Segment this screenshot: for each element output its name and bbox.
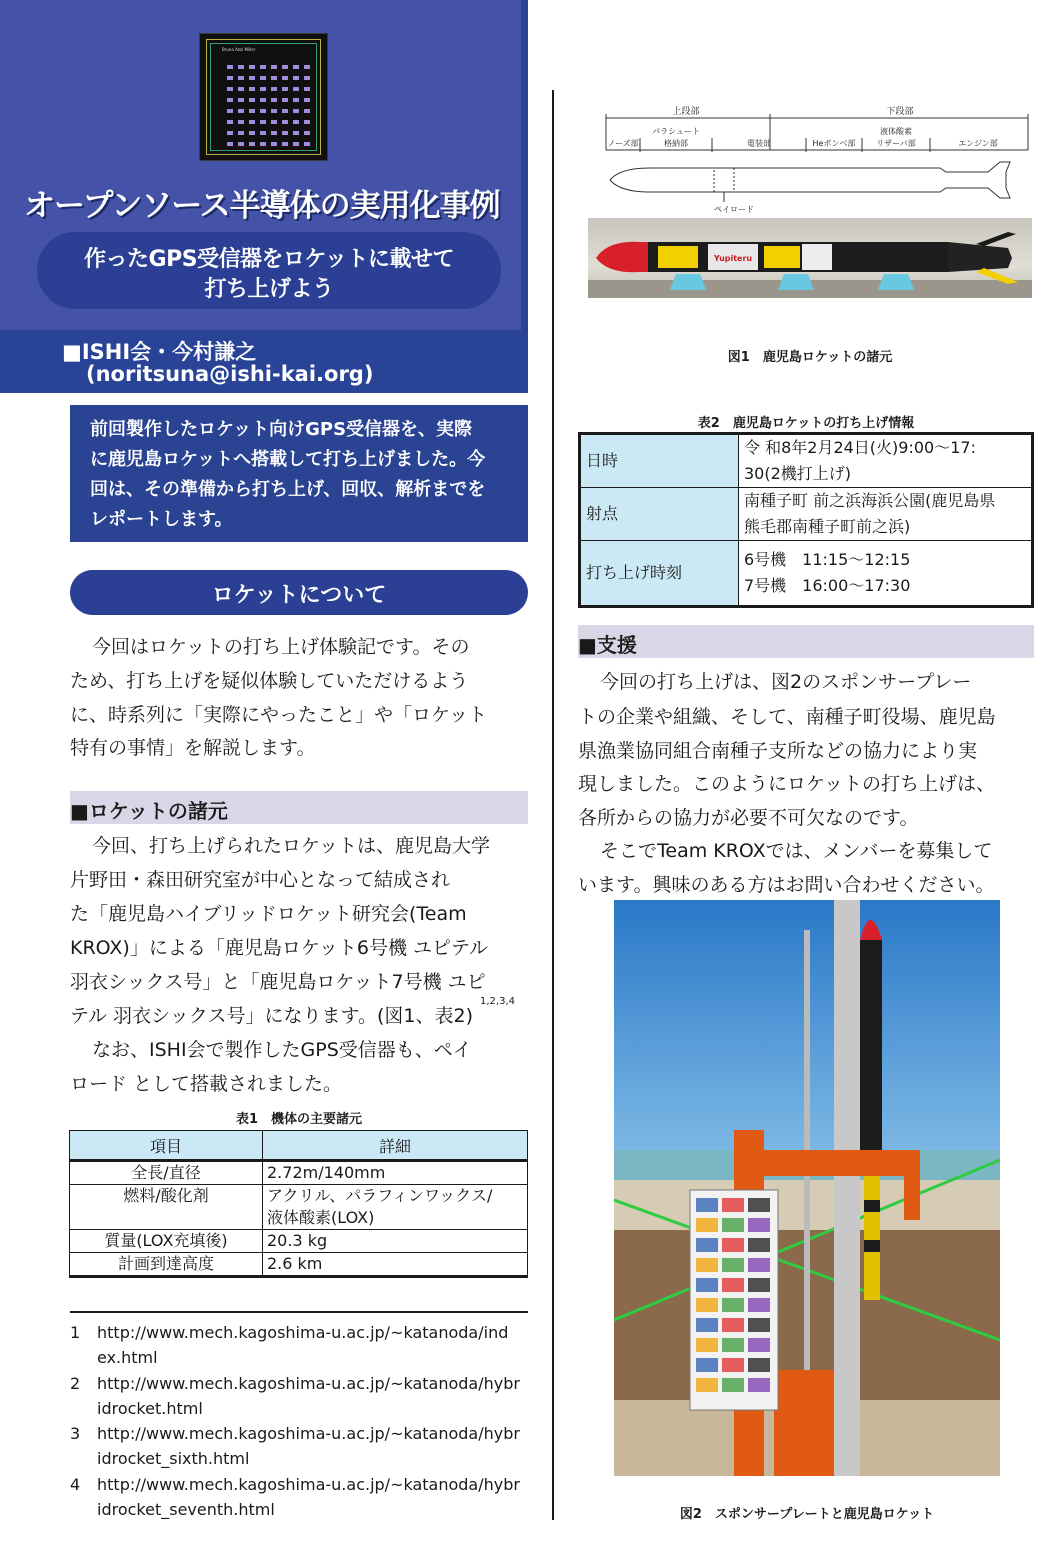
chip-pad bbox=[304, 109, 310, 113]
footnote-link[interactable]: http://www.mech.kagoshima-u.ac.jp/~katanoda/hybr bbox=[97, 1424, 520, 1443]
sponsor-logo bbox=[722, 1258, 744, 1272]
chip-pad bbox=[260, 65, 266, 69]
sponsor-logo bbox=[748, 1338, 770, 1352]
author-name: ■ISHI会・今村謙之 bbox=[62, 340, 257, 364]
chip-pad bbox=[293, 142, 299, 146]
summary-line: 前回製作したロケット向けGPS受信器を、実際 bbox=[90, 419, 473, 440]
diagram-label-avionics: 電装部 bbox=[747, 139, 771, 148]
body-line: 今回の打ち上げは、図2のスポンサープレー bbox=[600, 671, 972, 693]
body-line: 羽衣シックス号」と「鹿児島ロケット7号機 ユピ bbox=[70, 971, 486, 993]
figure2-caption: 図2 スポンサープレートと鹿児島ロケット bbox=[679, 1507, 935, 1522]
chip-pad bbox=[249, 76, 255, 80]
chip-pad bbox=[227, 65, 233, 69]
chip-pad bbox=[238, 87, 244, 91]
body-line: に、時系列に「実際にやったこと」や「ロケット bbox=[70, 704, 488, 726]
table-header: 詳細 bbox=[263, 1131, 528, 1161]
chip-pad bbox=[293, 98, 299, 102]
chip-pad bbox=[282, 120, 288, 124]
section-heading-text: ロケットについて bbox=[211, 583, 387, 608]
chip-pad bbox=[260, 109, 266, 113]
chip-pad bbox=[293, 109, 299, 113]
table-cell: 計画到達高度 bbox=[70, 1253, 263, 1277]
body-line: KROX)」による「鹿児島ロケット6号機 ユピテル bbox=[70, 937, 489, 959]
chip-pad bbox=[271, 87, 277, 91]
subheading-specs bbox=[70, 791, 528, 824]
chip-pad bbox=[271, 142, 277, 146]
chip-pad bbox=[282, 98, 288, 102]
sponsor-logo bbox=[696, 1238, 718, 1252]
footnote-refs: 1,2,3,4 bbox=[480, 996, 515, 1007]
table-cell-line: 熊毛郡南種子町前之浜) bbox=[744, 517, 911, 536]
table-cell-line: 30(2機打上げ) bbox=[744, 464, 852, 483]
chip-pad bbox=[304, 142, 310, 146]
chip-pad bbox=[260, 142, 266, 146]
sponsor-logo bbox=[696, 1378, 718, 1392]
sponsor-logo bbox=[748, 1378, 770, 1392]
subtitle-line-2: 打ち上げよう bbox=[204, 277, 334, 302]
chip-pad bbox=[249, 142, 255, 146]
rocket-illustration bbox=[588, 218, 1032, 298]
chip-pad bbox=[304, 131, 310, 135]
chip-pad bbox=[249, 131, 255, 135]
table-cell: 質量(LOX充填後) bbox=[70, 1230, 263, 1253]
body-line: 特有の事情」を解説します。 bbox=[70, 737, 316, 759]
chip-pad bbox=[238, 131, 244, 135]
table2-caption: 表2 鹿児島ロケットの打ち上げ情報 bbox=[697, 416, 915, 431]
sponsor-logo bbox=[722, 1198, 744, 1212]
table-cell-line: 令 和8年2月24日(火)9:00〜17: bbox=[744, 438, 976, 457]
sponsor-logo bbox=[696, 1318, 718, 1332]
table-row bbox=[70, 1230, 528, 1253]
chip-pad bbox=[249, 98, 255, 102]
body-line: 現しました。このようにロケットの打ち上げは、 bbox=[578, 773, 996, 795]
subtitle-line-1: 作ったGPS受信器をロケットに載せて bbox=[84, 247, 454, 272]
chip-pad bbox=[282, 142, 288, 146]
chip-pad bbox=[260, 120, 266, 124]
chip-pad bbox=[304, 65, 310, 69]
chip-pad bbox=[271, 65, 277, 69]
table-header: 項目 bbox=[70, 1131, 263, 1161]
table-cell: 全長/直径 bbox=[70, 1161, 263, 1185]
figure1-caption: 図1 鹿児島ロケットの諸元 bbox=[727, 350, 893, 365]
sponsor-logo bbox=[748, 1258, 770, 1272]
diagram-label-nose: ノーズ部 bbox=[607, 139, 639, 148]
table-cell: 燃料/酸化剤 bbox=[70, 1185, 263, 1230]
chip-pad bbox=[227, 76, 233, 80]
table-cell-line: 液体酸素(LOX) bbox=[267, 1208, 375, 1227]
subtitle-pill bbox=[37, 232, 501, 309]
table-value-cell bbox=[739, 541, 1033, 607]
table-row bbox=[70, 1185, 528, 1230]
chip-pad bbox=[227, 131, 233, 135]
chip-pad bbox=[227, 87, 233, 91]
sponsor-logo bbox=[748, 1358, 770, 1372]
table-label-cell: 打ち上げ時刻 bbox=[580, 541, 739, 607]
chip-pad bbox=[282, 76, 288, 80]
chip-pad bbox=[282, 65, 288, 69]
chip-pad bbox=[271, 109, 277, 113]
table-cell-line: 6号機 11:15〜12:15 bbox=[744, 550, 911, 569]
sponsor-logo bbox=[748, 1278, 770, 1292]
sponsor-logo bbox=[722, 1238, 744, 1252]
author-email: (noritsuna@ishi-kai.org) bbox=[86, 362, 374, 386]
chip-pad bbox=[271, 131, 277, 135]
footnote-link[interactable]: ex.html bbox=[97, 1348, 158, 1367]
chip-pad bbox=[293, 87, 299, 91]
table-value-cell bbox=[739, 434, 1033, 488]
chip-pad bbox=[238, 76, 244, 80]
table-row bbox=[580, 541, 1033, 607]
chip-pad bbox=[293, 65, 299, 69]
chip-pad bbox=[271, 98, 277, 102]
chip-pad bbox=[238, 142, 244, 146]
launch-photo bbox=[614, 900, 1000, 1476]
body-line: います。興味のある方はお問い合わせください。 bbox=[578, 874, 995, 896]
body-line: 片野田・森田研究室が中心となって結成され bbox=[70, 869, 451, 891]
diagram-label-lox-2: リザーバ部 bbox=[876, 139, 916, 148]
sponsor-logo bbox=[722, 1278, 744, 1292]
table-cell-multiline bbox=[263, 1185, 528, 1230]
diagram-label-lox-1: 液体酸素 bbox=[880, 127, 912, 136]
rocket-diagram bbox=[600, 100, 1032, 214]
body-line: なお、ISHI会で製作したGPS受信器も、ペイ bbox=[92, 1039, 472, 1061]
sponsor-logo bbox=[696, 1338, 718, 1352]
chip-pad bbox=[293, 76, 299, 80]
table-header-row bbox=[70, 1131, 528, 1161]
sponsor-logo bbox=[748, 1298, 770, 1312]
subheading-support bbox=[578, 625, 1034, 658]
sponsor-logo bbox=[696, 1198, 718, 1212]
body-line: た「鹿児島ハイブリッドロケット研究会(Team bbox=[70, 903, 467, 925]
section-heading-rocket bbox=[70, 570, 528, 615]
chip-pad bbox=[293, 131, 299, 135]
footnote-link[interactable]: http://www.mech.kagoshima-u.ac.jp/~katanoda/ind bbox=[97, 1323, 509, 1342]
sponsor-logo bbox=[722, 1338, 744, 1352]
summary-line: レポートします。 bbox=[90, 509, 233, 530]
table-label-cell: 射点 bbox=[580, 488, 739, 541]
chip-pad bbox=[271, 76, 277, 80]
chip-pad bbox=[304, 98, 310, 102]
table-cell-line: アクリル、パラフィンワックス/ bbox=[267, 1186, 493, 1205]
sponsor-logo bbox=[696, 1298, 718, 1312]
diagram-label-payload: ペイロード bbox=[714, 205, 754, 214]
body-line: 県漁業協同組合南種子支所などの協力により実 bbox=[578, 740, 978, 762]
table1-caption: 表1 機体の主要諸元 bbox=[235, 1112, 363, 1127]
sponsor-logo bbox=[748, 1198, 770, 1212]
sponsor-logo bbox=[722, 1378, 744, 1392]
table-row bbox=[580, 488, 1033, 541]
sponsor-logo bbox=[722, 1358, 744, 1372]
table-cell-line: 7号機 16:00〜17:30 bbox=[744, 576, 911, 595]
chip-pad bbox=[271, 120, 277, 124]
body-line: そこでTeam KROXでは、メンバーを募集して bbox=[600, 840, 993, 862]
diagram-label-parachute-1: パラシュート bbox=[652, 127, 700, 136]
chip-pad bbox=[282, 87, 288, 91]
rocket-photo bbox=[588, 218, 1032, 298]
chip-pad bbox=[238, 65, 244, 69]
chip-pad bbox=[238, 109, 244, 113]
chip-pad bbox=[227, 120, 233, 124]
body-line: ロード として搭載されました。 bbox=[70, 1073, 343, 1095]
table-cell: 2.72m/140mm bbox=[263, 1161, 528, 1185]
chip-layout-image bbox=[199, 33, 328, 161]
footnote-number: 4 bbox=[70, 1475, 81, 1494]
diagram-label-upper: 上段部 bbox=[672, 107, 700, 117]
sponsor-logo bbox=[696, 1358, 718, 1372]
summary-line: に鹿児島ロケットへ搭載して打ち上げました。今 bbox=[90, 449, 486, 470]
table-row bbox=[580, 434, 1033, 488]
table-cell: 2.6 km bbox=[263, 1253, 528, 1277]
launch-scene bbox=[614, 900, 1000, 1476]
table-cell-line: 南種子町 前之浜海浜公園(鹿児島県 bbox=[744, 491, 996, 510]
chip-pad bbox=[249, 120, 255, 124]
sponsor-logo bbox=[696, 1278, 718, 1292]
table-label-cell: 日時 bbox=[580, 434, 739, 488]
chip-pad bbox=[249, 109, 255, 113]
sponsor-logo bbox=[696, 1218, 718, 1232]
footnote-number: 1 bbox=[70, 1323, 81, 1342]
subheading-text: ■ロケットの諸元 bbox=[70, 799, 228, 823]
chip-pad bbox=[260, 76, 266, 80]
diagram-label-engine: エンジン部 bbox=[958, 139, 998, 148]
footnote-link[interactable]: http://www.mech.kagoshima-u.ac.jp/~katanoda/hybr bbox=[97, 1475, 520, 1494]
table-row bbox=[70, 1161, 528, 1185]
table-row bbox=[70, 1253, 528, 1277]
chip-pad bbox=[304, 87, 310, 91]
body-line: テル 羽衣シックス号」になります。(図1、表2) bbox=[70, 1005, 474, 1027]
chip-pad bbox=[249, 87, 255, 91]
chip-pad bbox=[282, 131, 288, 135]
photo-brand: Yupiteru bbox=[713, 254, 753, 263]
summary-line: 回は、その準備から打ち上げ、回収、解析までを bbox=[90, 479, 486, 500]
diagram-label-lower: 下段部 bbox=[886, 107, 914, 117]
chip-pad bbox=[227, 98, 233, 102]
sponsor-logo bbox=[722, 1298, 744, 1312]
sponsor-logo bbox=[748, 1218, 770, 1232]
body-line: 各所からの協力が必要不可欠なのです。 bbox=[578, 807, 919, 829]
chip-pad bbox=[249, 65, 255, 69]
column-divider bbox=[552, 90, 554, 1520]
body-line: ため、打ち上げを疑似体験していただけるよう bbox=[70, 670, 469, 692]
table-specs bbox=[69, 1130, 528, 1278]
footnote-link[interactable]: idrocket.html bbox=[97, 1399, 203, 1418]
table-cell: 20.3 kg bbox=[263, 1230, 528, 1253]
article-title: オープンソース半導体の実用化事例 bbox=[24, 188, 500, 224]
lead-summary-box bbox=[70, 405, 528, 542]
footnote-divider bbox=[70, 1311, 528, 1313]
diagram-label-he: Heボンベ部 bbox=[812, 139, 856, 148]
body-line: 今回、打ち上げられたロケットは、鹿児島大学 bbox=[92, 835, 491, 857]
sponsor-logo bbox=[696, 1258, 718, 1272]
table-value-cell bbox=[739, 488, 1033, 541]
diagram-label-parachute-2: 格納部 bbox=[664, 139, 688, 148]
chip-pad bbox=[260, 131, 266, 135]
sponsor-logo bbox=[748, 1318, 770, 1332]
chip-label: Bruno Azzi Miller bbox=[222, 47, 256, 52]
chip-pad bbox=[304, 120, 310, 124]
footnote-link[interactable]: http://www.mech.kagoshima-u.ac.jp/~katanoda/hybr bbox=[97, 1374, 520, 1393]
body-line: トの企業や組織、そして、南種子町役場、鹿児島 bbox=[578, 706, 996, 728]
table-launch-info bbox=[578, 432, 1034, 608]
chip-pad bbox=[260, 98, 266, 102]
chip-pad bbox=[282, 109, 288, 113]
body-line: 今回はロケットの打ち上げ体験記です。その bbox=[92, 636, 470, 658]
footnote-link[interactable]: idrocket_seventh.html bbox=[97, 1500, 275, 1519]
chip-pad bbox=[227, 109, 233, 113]
chip-pad bbox=[304, 76, 310, 80]
header-banner bbox=[0, 0, 521, 330]
sponsor-logo bbox=[722, 1318, 744, 1332]
chip-pad bbox=[238, 120, 244, 124]
chip-pad bbox=[260, 87, 266, 91]
chip-pad bbox=[227, 142, 233, 146]
sponsor-logo bbox=[722, 1218, 744, 1232]
footnote-number: 3 bbox=[70, 1424, 81, 1443]
chip-pad bbox=[238, 98, 244, 102]
subheading-text: ■支援 bbox=[578, 633, 637, 657]
article-header bbox=[0, 0, 528, 393]
chip-pad bbox=[293, 120, 299, 124]
footnote-number: 2 bbox=[70, 1374, 81, 1393]
footnote-link[interactable]: idrocket_sixth.html bbox=[97, 1449, 250, 1468]
sponsor-logo bbox=[748, 1238, 770, 1252]
